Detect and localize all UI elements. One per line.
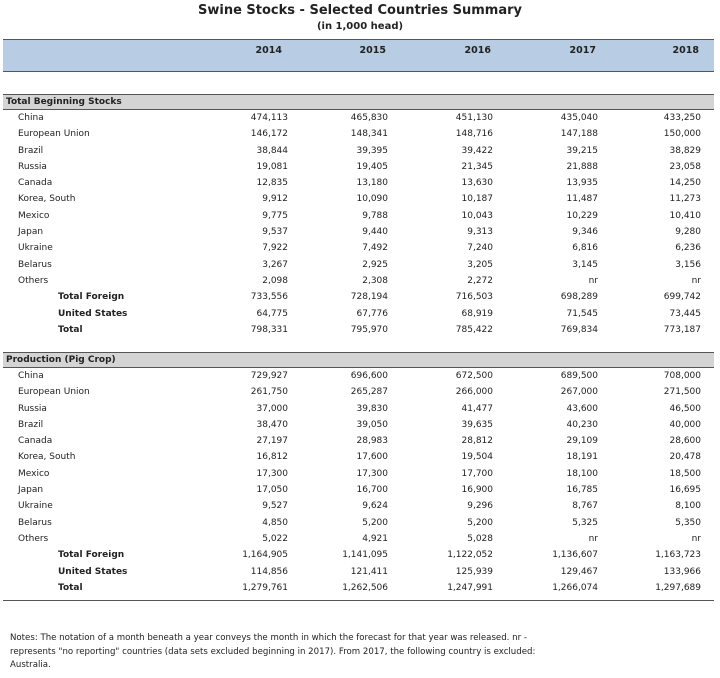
cell-value: 125,939 [455,566,493,577]
cell-value: 3,156 [675,259,701,270]
table-row [3,257,714,273]
cell-value: 672,500 [455,371,493,381]
notes [10,632,710,673]
cell-value: 5,350 [675,517,701,528]
table-row [3,417,714,433]
cell-value: 146,172 [250,129,288,140]
cell-value: 38,844 [256,145,288,156]
cell-value: 729,927 [250,371,288,381]
cell-value: 733,556 [250,292,288,303]
table-row [3,466,714,482]
table-row [3,191,714,207]
cell-value: 40,230 [566,419,598,430]
cell-value: 39,050 [356,419,388,430]
cell-value: 16,812 [256,452,288,463]
year-header-row [3,39,714,72]
row-label: Belarus [18,517,52,528]
cell-value: 1,262,506 [342,582,388,593]
cell-value: 1,279,761 [242,582,288,593]
cell-value: 114,856 [250,566,288,577]
table-row [3,110,714,126]
cell-value: 689,500 [560,371,598,381]
row-label: Total [58,582,83,593]
year-header: 2016 [464,45,491,56]
cell-value: 5,325 [572,517,598,528]
cell-value: nr [691,533,701,544]
total-row [3,322,714,338]
row-label: Brazil [18,145,44,156]
cell-value: 451,130 [455,113,493,123]
row-label: Ukraine [18,501,53,512]
cell-value: 28,983 [356,436,388,447]
cell-value: 39,215 [566,145,598,156]
cell-value: 9,912 [262,194,288,205]
table-row [3,240,714,256]
total-row [3,580,714,596]
row-label: European Union [18,387,90,398]
row-label: China [18,371,44,381]
page-subtitle: (in 1,000 head) [316,21,404,32]
notes-line: represents "no reporting" countries (data sets excluded beginning in 2017). From 2017, the following country is excluded: [10,646,536,657]
year-header: 2015 [359,45,386,56]
cell-value: 20,478 [669,452,701,463]
cell-value: 21,345 [461,161,493,172]
cell-value: nr [588,275,598,286]
cell-value: 129,467 [560,566,598,577]
cell-value: 147,188 [560,129,598,140]
cell-value: 271,500 [663,387,701,398]
section-header: Total Beginning Stocks [3,94,714,110]
cell-value: 39,395 [356,145,388,156]
cell-value: 9,346 [572,227,598,238]
row-label: Mexico [18,210,50,221]
table-row [3,208,714,224]
table-row [3,482,714,498]
cell-value: 28,812 [461,436,493,447]
row-label: Canada [18,178,53,189]
cell-value: 2,272 [467,275,493,286]
notes-line: Australia. [10,660,51,670]
cell-value: 148,341 [350,129,388,140]
cell-value: 1,141,095 [342,550,388,561]
cell-value: 699,742 [663,292,701,303]
cell-value: 435,040 [560,113,598,123]
table-row [3,159,714,175]
cell-value: 11,273 [669,194,701,205]
row-label: Total [58,324,83,335]
cell-value: 2,098 [262,275,288,286]
cell-value: 9,624 [362,501,388,512]
cell-value: 433,250 [663,113,701,123]
section-header: Production (Pig Crop) [3,352,714,368]
cell-value: 38,470 [256,419,288,430]
cell-value: 19,405 [356,161,388,172]
production-section [3,352,714,596]
row-label: European Union [18,129,90,140]
cell-value: 6,816 [572,243,598,254]
row-label: Total Foreign [58,292,125,303]
cell-value: 9,537 [262,227,288,238]
cell-value: 5,200 [467,517,493,528]
cell-value: 10,187 [461,194,493,205]
cell-value: 13,180 [356,178,388,189]
cell-value: 64,775 [256,308,288,319]
cell-value: 7,240 [467,243,493,254]
cell-value: 267,000 [560,387,598,398]
cell-value: 40,000 [669,419,701,430]
table-row [3,126,714,142]
year-header: 2017 [569,45,596,56]
cell-value: 716,503 [455,292,493,303]
table-row [3,531,714,547]
notes-line: Notes: The notation of a month beneath a year conveys the month in which the forecast for that year was released. nr - [10,633,527,643]
row-label: Others [18,533,49,544]
cell-value: 10,090 [356,194,388,205]
beginning-stocks-section [3,94,714,338]
cell-value: 4,921 [362,533,388,544]
cell-value: 261,750 [250,387,288,398]
cell-value: 14,250 [669,178,701,189]
table-bottom-rule [3,600,714,601]
cell-value: 16,700 [356,485,388,496]
page-title: Swine Stocks - Selected Countries Summary [197,3,522,18]
cell-value: 9,788 [362,210,388,221]
cell-value: 1,247,991 [447,582,493,593]
table-row [3,498,714,514]
cell-value: 41,477 [461,403,493,414]
cell-value: 23,058 [669,161,701,172]
cell-value: 133,966 [663,566,701,577]
cell-value: 266,000 [455,387,493,398]
cell-value: 9,527 [262,501,288,512]
cell-value: 16,900 [461,485,493,496]
cell-value: 71,545 [566,308,598,319]
cell-value: 773,187 [663,324,701,335]
cell-value: 1,266,074 [552,582,598,593]
row-label: Total Foreign [58,550,125,561]
cell-value: 17,300 [256,468,288,479]
row-label: United States [58,308,128,319]
cell-value: 39,635 [461,419,493,430]
cell-value: 9,440 [362,227,388,238]
cell-value: 18,500 [669,468,701,479]
cell-value: 474,113 [250,113,288,123]
cell-value: 2,925 [362,259,388,270]
cell-value: 10,043 [461,210,493,221]
cell-value: 18,191 [566,452,598,463]
cell-value: 795,970 [350,324,388,335]
cell-value: 68,919 [461,308,493,319]
cell-value: nr [691,275,701,286]
cell-value: 11,487 [566,194,598,205]
cell-value: 10,410 [669,210,701,221]
total-row [3,306,714,322]
cell-value: 46,500 [669,403,701,414]
row-label: China [18,113,44,123]
cell-value: 698,289 [560,292,598,303]
cell-value: 1,136,607 [552,550,598,561]
cell-value: 21,888 [566,161,598,172]
table-row [3,449,714,465]
cell-value: 16,785 [566,485,598,496]
cell-value: 9,296 [467,501,493,512]
row-label: Russia [18,403,47,414]
cell-value: 8,100 [675,501,701,512]
cell-value: 728,194 [350,292,388,303]
row-label: United States [58,566,128,577]
cell-value: 38,829 [669,145,701,156]
cell-value: 1,163,723 [655,550,701,561]
cell-value: 13,630 [461,178,493,189]
total-row [3,547,714,563]
cell-value: 43,600 [566,403,598,414]
cell-value: 7,922 [262,243,288,254]
cell-value: 1,164,905 [242,550,288,561]
cell-value: nr [588,533,598,544]
row-label: Others [18,275,49,286]
cell-value: 3,145 [572,259,598,270]
cell-value: 3,267 [262,259,288,270]
cell-value: 2,308 [362,275,388,286]
cell-value: 5,200 [362,517,388,528]
cell-value: 1,297,689 [655,582,701,593]
table-row [3,143,714,159]
cell-value: 19,504 [461,452,493,463]
cell-value: 708,000 [663,371,701,381]
cell-value: 5,028 [467,533,493,544]
cell-value: 39,422 [461,145,493,156]
cell-value: 29,109 [566,436,598,447]
cell-value: 798,331 [250,324,288,335]
table-row [3,433,714,449]
cell-value: 73,445 [669,308,701,319]
table-row [3,401,714,417]
table-row [3,384,714,400]
table-row [3,224,714,240]
cell-value: 9,313 [467,227,493,238]
cell-value: 1,122,052 [447,550,493,561]
cell-value: 67,776 [356,308,388,319]
cell-value: 19,081 [256,161,288,172]
table-row [3,368,714,384]
cell-value: 17,600 [356,452,388,463]
cell-value: 148,716 [455,129,493,140]
table-row [3,515,714,531]
cell-value: 3,205 [467,259,493,270]
cell-value: 9,280 [675,227,701,238]
year-header: 2014 [255,45,282,56]
row-label: Japan [18,485,44,496]
cell-value: 696,600 [350,371,388,381]
cell-value: 465,830 [350,113,388,123]
total-row [3,564,714,580]
cell-value: 10,229 [566,210,598,221]
row-label: Russia [18,161,47,172]
cell-value: 17,050 [256,485,288,496]
cell-value: 8,767 [572,501,598,512]
cell-value: 121,411 [350,566,388,577]
cell-value: 150,000 [663,129,701,140]
cell-value: 13,935 [566,178,598,189]
row-label: Korea, South [18,194,76,205]
row-label: Japan [18,227,44,238]
year-header: 2018 [672,45,699,56]
cell-value: 28,600 [669,436,701,447]
total-row [3,289,714,305]
cell-value: 16,695 [669,485,701,496]
cell-value: 9,775 [262,210,288,221]
cell-value: 785,422 [455,324,493,335]
cell-value: 5,022 [262,533,288,544]
cell-value: 265,287 [350,387,388,398]
cell-value: 4,850 [262,517,288,528]
cell-value: 6,236 [675,243,701,254]
table-row [3,273,714,289]
row-label: Canada [18,436,53,447]
cell-value: 769,834 [560,324,598,335]
row-label: Ukraine [18,243,53,254]
cell-value: 12,835 [256,178,288,189]
cell-value: 18,100 [566,468,598,479]
row-label: Brazil [18,419,44,430]
cell-value: 17,300 [356,468,388,479]
row-label: Korea, South [18,452,76,463]
table-row [3,175,714,191]
cell-value: 39,830 [356,403,388,414]
row-label: Mexico [18,468,50,479]
cell-value: 37,000 [256,403,288,414]
cell-value: 7,492 [362,243,388,254]
row-label: Belarus [18,259,52,270]
cell-value: 17,700 [461,468,493,479]
cell-value: 27,197 [256,436,288,447]
